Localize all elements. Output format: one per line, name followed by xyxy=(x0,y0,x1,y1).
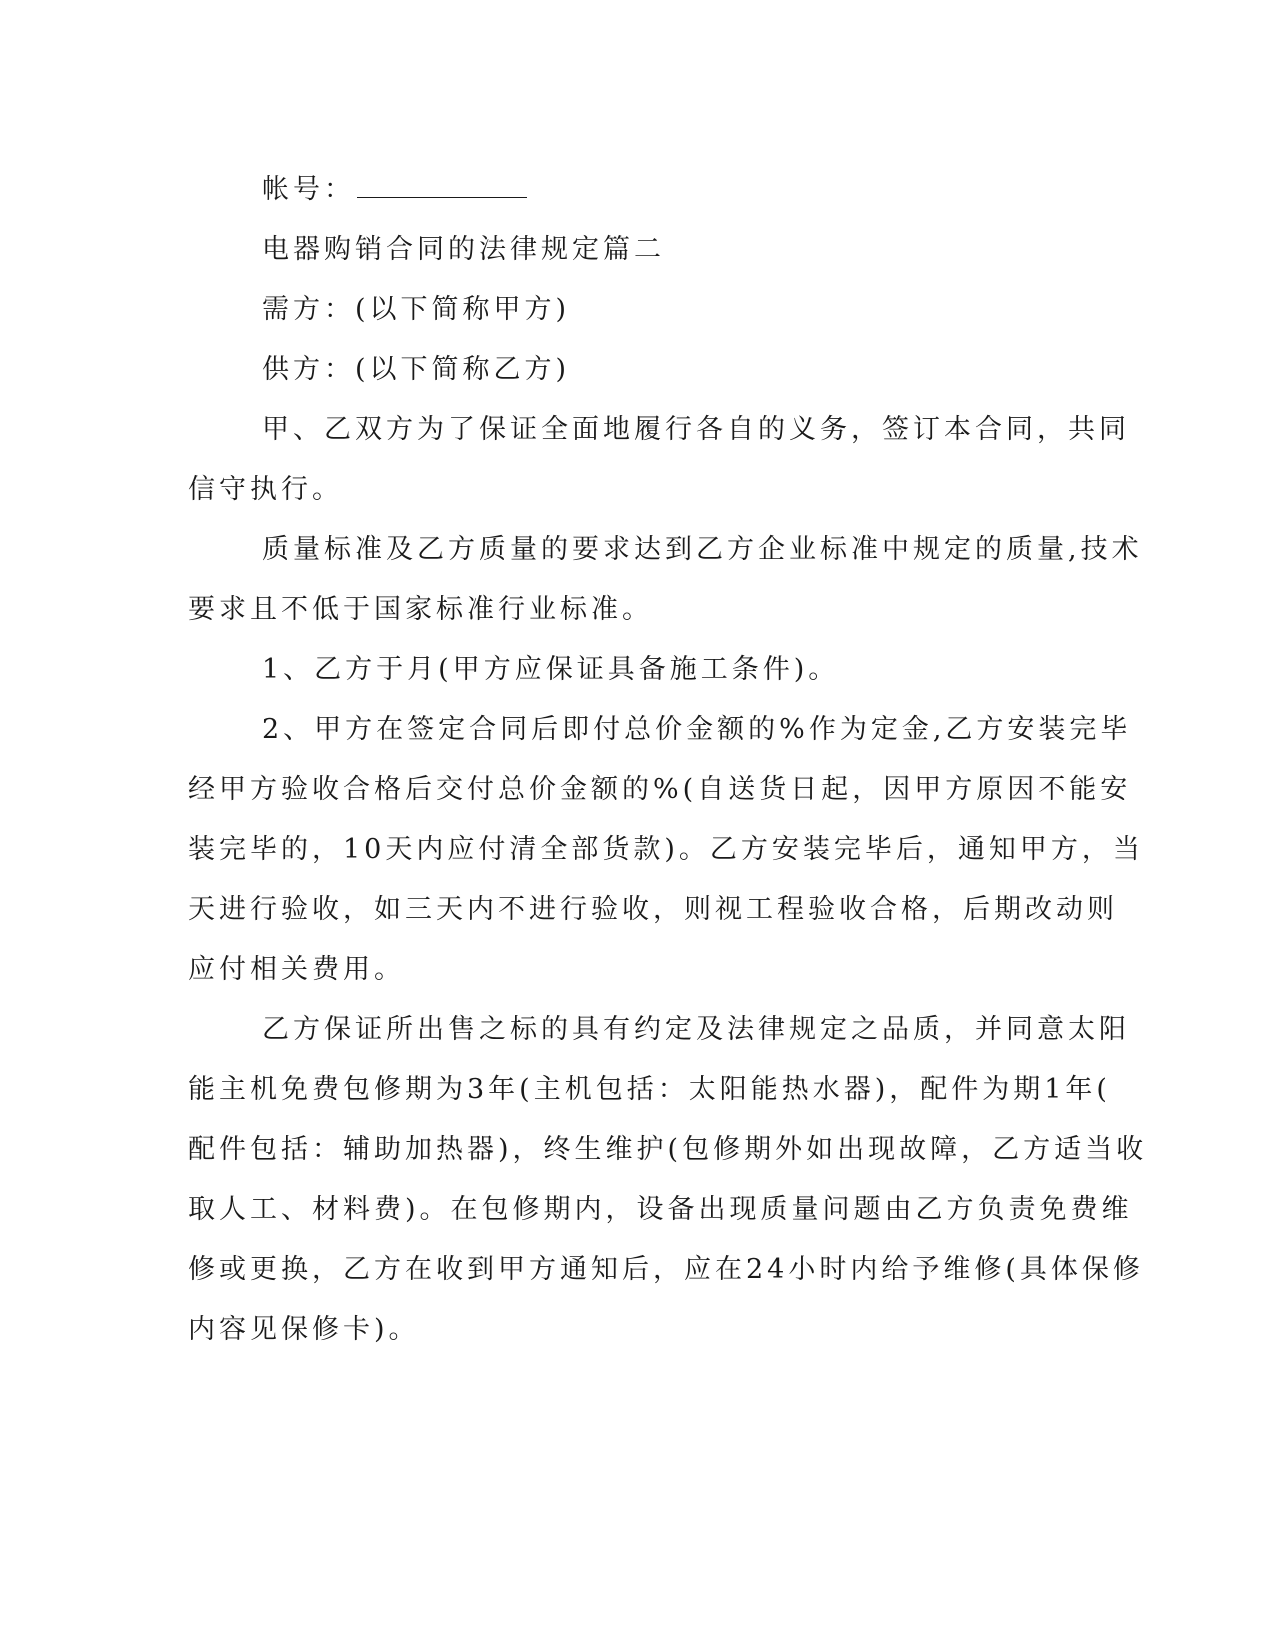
paragraph-line: 1、乙方于月(甲方应保证具备施工条件)。 xyxy=(262,654,840,685)
paragraph-line: 能主机免费包修期为3年(主机包括：太阳能热水器)，配件为期1年( xyxy=(188,1074,1111,1105)
document-body xyxy=(188,160,1148,1360)
account-blank-field xyxy=(357,171,527,198)
item-1-paragraph xyxy=(188,640,1078,700)
paragraph-line: 乙方保证所出售之标的具有约定及法律规定之品质，并同意太阳 xyxy=(262,1014,1130,1045)
paragraph-line: 要求且不低于国家标准行业标准。 xyxy=(188,594,653,625)
paragraph-line: 质量标准及乙方质量的要求达到乙方企业标准中规定的质量,技术 xyxy=(262,534,1143,565)
section-heading: 电器购销合同的法律规定篇二 xyxy=(262,234,665,265)
paragraph-line: 经甲方验收合格后交付总价金额的%(自送货日起，因甲方原因不能安 xyxy=(188,774,1132,805)
item-2-paragraph xyxy=(188,700,1144,1000)
account-line xyxy=(188,160,1078,220)
paragraph-line: 天进行验收，如三天内不进行验收，则视工程验收合格，后期改动则 xyxy=(188,894,1118,925)
paragraph-line: 内容见保修卡)。 xyxy=(188,1314,420,1345)
paragraph-line: 装完毕的，10天内应付清全部货款)。乙方安装完毕后，通知甲方，当 xyxy=(188,834,1144,865)
quality-paragraph xyxy=(188,520,1143,640)
paragraph-line: 取人工、材料费)。在包修期内，设备出现质量问题由乙方负责免费维 xyxy=(188,1194,1133,1225)
account-label: 帐号： xyxy=(262,174,355,205)
paragraph-line: 配件包括：辅助加热器)，终生维护(包修期外如出现故障，乙方适当收 xyxy=(188,1134,1148,1165)
seller-party-line: 供方：(以下简称乙方) xyxy=(262,354,571,385)
paragraph-line: 信守执行。 xyxy=(188,474,343,505)
warranty-paragraph xyxy=(188,1000,1148,1360)
paragraph-line: 应付相关费用。 xyxy=(188,954,405,985)
paragraph-line: 甲、乙双方为了保证全面地履行各自的义务，签订本合同，共同 xyxy=(262,414,1130,445)
paragraph-line: 修或更换，乙方在收到甲方通知后，应在24小时内给予维修(具体保修 xyxy=(188,1254,1144,1285)
buyer-party-line: 需方：(以下简称甲方) xyxy=(262,294,571,325)
intro-paragraph xyxy=(188,400,1130,520)
paragraph-line: 2、甲方在签定合同后即付总价金额的%作为定金,乙方安装完毕 xyxy=(262,714,1132,745)
